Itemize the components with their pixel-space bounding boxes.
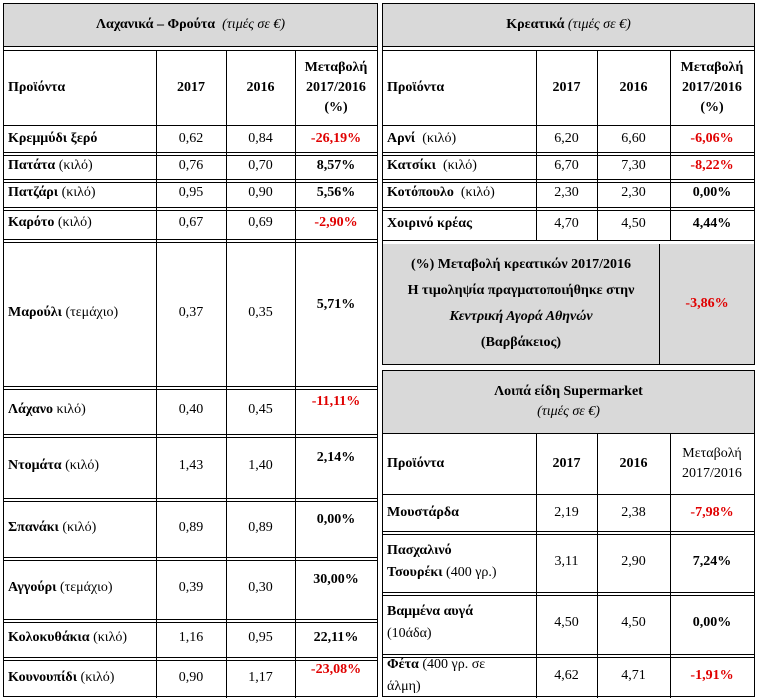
price-2016: 2,30 bbox=[621, 185, 646, 200]
price-2016: 2,90 bbox=[621, 553, 646, 569]
veg-row-product bbox=[4, 619, 156, 657]
header-2017-label: 2017 bbox=[177, 80, 205, 95]
price-2016: 1,17 bbox=[248, 669, 273, 685]
col-divider bbox=[597, 51, 598, 240]
col-divider bbox=[156, 51, 157, 698]
meat-row-2017 bbox=[536, 125, 597, 152]
meat-table bbox=[382, 3, 755, 365]
veg-row-product bbox=[4, 179, 156, 207]
meat-title-text: Κρεατικά bbox=[506, 17, 565, 32]
product-unit: (κιλό) bbox=[460, 185, 495, 200]
col-divider bbox=[536, 433, 537, 698]
price-change: -8,22% bbox=[690, 157, 734, 173]
price-2016: 0,95 bbox=[248, 630, 273, 645]
market-row-product bbox=[383, 531, 536, 592]
price-2017: 0,95 bbox=[178, 185, 204, 200]
price-2016: 0,84 bbox=[248, 130, 273, 146]
veg-row-2016 bbox=[226, 386, 295, 434]
price-2016: 0,69 bbox=[248, 215, 273, 230]
product-name: Κουνουπίδι bbox=[8, 669, 78, 685]
veg-row-2017 bbox=[156, 179, 226, 207]
price-change: 4,44% bbox=[692, 215, 732, 231]
price-2016: 0,30 bbox=[248, 580, 273, 595]
veg-table bbox=[3, 3, 378, 697]
product-name: Φέτα bbox=[387, 657, 419, 672]
header-change-label: Μεταβολή 2017/2016 (%) bbox=[304, 60, 368, 115]
veg-subtitle: (τιμές σε €) bbox=[222, 17, 285, 32]
veg-row-product bbox=[4, 386, 156, 434]
meat-header-2017 bbox=[536, 51, 597, 125]
product-unit: (τεμάχιο) bbox=[59, 580, 113, 595]
price-2016: 4,71 bbox=[621, 668, 646, 683]
price-2017: 6,70 bbox=[554, 157, 579, 173]
market-row-change bbox=[670, 654, 754, 698]
price-change: -1,91% bbox=[690, 668, 734, 683]
veg-row-change bbox=[295, 207, 377, 239]
product-name: Αγγούρι bbox=[8, 580, 57, 595]
veg-row-product bbox=[4, 434, 156, 498]
veg-row-2017 bbox=[156, 557, 226, 619]
veg-row-product bbox=[4, 239, 156, 386]
market-title bbox=[383, 371, 754, 433]
meat-row-2017 bbox=[536, 179, 597, 207]
header-change-label: Μεταβολή 2017/2016 (%) bbox=[680, 60, 744, 115]
veg-row-change bbox=[295, 498, 377, 557]
product-name: Σπανάκι bbox=[8, 519, 59, 535]
product-line bbox=[387, 502, 459, 524]
price-2016: 4,50 bbox=[621, 615, 646, 630]
price-2017: 0,76 bbox=[178, 157, 204, 173]
col-divider bbox=[670, 433, 671, 698]
summary-line2: Η τιμοληψία πραγματοποιήθηκε στην bbox=[407, 283, 635, 298]
veg-row-2017 bbox=[156, 498, 226, 557]
market-row-2017 bbox=[536, 531, 597, 592]
product-line bbox=[387, 601, 473, 623]
product-line bbox=[387, 562, 497, 584]
product-name: Βαμμένα αυγά bbox=[387, 604, 474, 619]
veg-header-2017 bbox=[156, 51, 226, 125]
veg-row-2016 bbox=[226, 434, 295, 498]
product-unit: (κιλό) bbox=[93, 630, 128, 645]
price-2016: 1,40 bbox=[248, 458, 273, 473]
price-2016: 7,30 bbox=[621, 157, 646, 173]
summary-value: -3,86% bbox=[685, 296, 729, 311]
veg-row-2016 bbox=[226, 125, 295, 152]
veg-row-change bbox=[295, 386, 377, 434]
price-2016: 6,60 bbox=[621, 130, 646, 146]
veg-row-change bbox=[295, 557, 377, 619]
product-name: Χοιρινό κρέας bbox=[387, 215, 473, 231]
product-name: Αρνί bbox=[387, 130, 416, 146]
market-header-product bbox=[383, 433, 536, 494]
market-row-2016 bbox=[597, 654, 670, 698]
price-change: -23,08% bbox=[310, 662, 362, 677]
price-change: 22,11% bbox=[313, 630, 359, 645]
product-line bbox=[387, 676, 421, 698]
price-2016: 0,35 bbox=[248, 304, 273, 320]
veg-row-2016 bbox=[226, 239, 295, 386]
meat-row-2016 bbox=[597, 152, 670, 179]
veg-row-2016 bbox=[226, 557, 295, 619]
veg-row-2017 bbox=[156, 239, 226, 386]
product-unit: (τεμάχιο) bbox=[65, 304, 119, 320]
market-header-change bbox=[670, 433, 754, 494]
product-line bbox=[387, 623, 432, 645]
product-name: Κοτόπουλο bbox=[387, 185, 454, 200]
meat-row-2016 bbox=[597, 125, 670, 152]
meat-header-2016 bbox=[597, 51, 670, 125]
col-divider bbox=[670, 51, 671, 240]
product-name-cont: Τσουρέκι bbox=[387, 564, 443, 580]
meat-row-2017 bbox=[536, 152, 597, 179]
veg-header-change bbox=[295, 51, 377, 125]
veg-row-2017 bbox=[156, 207, 226, 239]
veg-header-product bbox=[4, 51, 156, 125]
product-name: Κρεμμύδι ξερό bbox=[8, 130, 98, 146]
price-2017: 4,70 bbox=[554, 215, 579, 231]
meat-row-change bbox=[670, 152, 754, 179]
product-name: Μαρούλι bbox=[8, 304, 63, 320]
row-divider bbox=[383, 46, 754, 47]
product-name: Μουστάρδα bbox=[387, 504, 459, 520]
price-change: -7,98% bbox=[690, 504, 734, 520]
product-unit-cont: άλμη) bbox=[387, 679, 421, 694]
price-2017: 2,19 bbox=[554, 504, 579, 520]
col-divider bbox=[295, 51, 296, 698]
product-unit: κιλό) bbox=[56, 402, 86, 417]
market-table bbox=[382, 370, 755, 697]
veg-row-2017 bbox=[156, 619, 226, 657]
price-2017: 4,62 bbox=[554, 668, 579, 683]
veg-row-change bbox=[295, 657, 377, 698]
meat-row-2016 bbox=[597, 207, 670, 240]
product-unit: (10άδα) bbox=[387, 626, 432, 641]
veg-row-change bbox=[295, 619, 377, 657]
price-2016: 4,50 bbox=[621, 215, 646, 231]
price-change: 30,00% bbox=[313, 572, 359, 587]
product-name: Καρότο bbox=[8, 215, 55, 230]
veg-title-text: Λαχανικά – Φρούτα bbox=[95, 17, 216, 32]
meat-header-change bbox=[670, 51, 754, 125]
meat-row-product bbox=[383, 152, 536, 179]
summary-line4: (Βαρβάκειος) bbox=[480, 335, 562, 350]
market-row-2016 bbox=[597, 592, 670, 654]
veg-row-2017 bbox=[156, 386, 226, 434]
meat-summary-value bbox=[660, 244, 754, 364]
veg-row-product bbox=[4, 498, 156, 557]
product-name: Λάχανο bbox=[8, 402, 53, 417]
market-row-product bbox=[383, 654, 536, 698]
veg-title bbox=[4, 4, 377, 46]
meat-row-2016 bbox=[597, 179, 670, 207]
meat-row-change bbox=[670, 179, 754, 207]
market-row-change bbox=[670, 592, 754, 654]
price-change: 8,57% bbox=[316, 157, 356, 173]
veg-row-2017 bbox=[156, 657, 226, 698]
col-divider bbox=[536, 51, 537, 240]
product-name: Πατάτα bbox=[8, 157, 56, 173]
price-2017: 0,89 bbox=[178, 519, 204, 535]
market-subtitle: (τιμές σε €) bbox=[537, 404, 600, 419]
price-change: 0,00% bbox=[692, 615, 732, 630]
veg-row-product bbox=[4, 152, 156, 179]
price-change: 0,00% bbox=[316, 512, 356, 527]
price-change: -2,90% bbox=[314, 215, 358, 230]
price-2017: 0,40 bbox=[178, 402, 204, 417]
price-2017: 0,67 bbox=[178, 215, 204, 230]
product-name: Κολοκυθάκια bbox=[8, 630, 90, 645]
market-row-change bbox=[670, 531, 754, 592]
veg-header-2016 bbox=[226, 51, 295, 125]
product-unit: (κιλό) bbox=[58, 157, 93, 173]
header-change-label: Μεταβολή 2017/2016 bbox=[682, 445, 742, 481]
veg-row-2017 bbox=[156, 434, 226, 498]
market-header-2016 bbox=[597, 433, 670, 494]
price-2017: 1,43 bbox=[178, 458, 204, 473]
product-unit: (κιλό) bbox=[80, 669, 115, 685]
price-change: 2,14% bbox=[316, 450, 356, 465]
veg-row-2016 bbox=[226, 657, 295, 698]
header-product-label: Προϊόντα bbox=[387, 80, 445, 95]
price-2017: 0,62 bbox=[178, 130, 204, 146]
row-divider bbox=[4, 46, 377, 47]
header-2017-label: 2017 bbox=[552, 455, 581, 471]
veg-row-product bbox=[4, 657, 156, 698]
market-row-2017 bbox=[536, 654, 597, 698]
product-unit: (κιλό) bbox=[57, 215, 92, 230]
veg-row-2016 bbox=[226, 619, 295, 657]
market-row-2016 bbox=[597, 531, 670, 592]
product-name: Πατζάρι bbox=[8, 185, 59, 200]
price-2016: 0,45 bbox=[248, 402, 273, 417]
veg-row-change bbox=[295, 239, 377, 386]
veg-row-product bbox=[4, 125, 156, 152]
price-2017: 6,20 bbox=[554, 130, 579, 146]
veg-row-2016 bbox=[226, 152, 295, 179]
price-2017: 0,37 bbox=[178, 304, 204, 320]
col-divider bbox=[226, 51, 227, 698]
meat-row-2017 bbox=[536, 207, 597, 240]
product-unit: (400 γρ. σε bbox=[422, 657, 486, 672]
product-unit: (κιλό) bbox=[65, 458, 100, 473]
veg-row-change bbox=[295, 125, 377, 152]
header-product-label: Προϊόντα bbox=[387, 455, 445, 471]
price-2017: 2,30 bbox=[554, 185, 579, 200]
product-name: Πασχαλινό bbox=[387, 542, 452, 558]
veg-row-2016 bbox=[226, 179, 295, 207]
meat-row-change bbox=[670, 207, 754, 240]
veg-row-product bbox=[4, 207, 156, 239]
summary-line1: (%) Μεταβολή κρεατικών 2017/2016 bbox=[410, 257, 632, 272]
price-2017: 4,50 bbox=[554, 615, 579, 630]
price-change: 7,24% bbox=[692, 553, 732, 569]
price-2016: 2,38 bbox=[621, 504, 646, 520]
veg-row-2017 bbox=[156, 125, 226, 152]
market-row-2017 bbox=[536, 494, 597, 531]
market-header-2017 bbox=[536, 433, 597, 494]
header-2016-label: 2016 bbox=[246, 80, 275, 95]
price-2016: 0,90 bbox=[248, 185, 273, 200]
veg-row-change bbox=[295, 152, 377, 179]
meat-row-product bbox=[383, 207, 536, 240]
price-2017: 1,16 bbox=[178, 630, 204, 645]
meat-row-change bbox=[670, 125, 754, 152]
price-change: -6,06% bbox=[690, 130, 734, 146]
veg-row-2016 bbox=[226, 498, 295, 557]
market-row-2016 bbox=[597, 494, 670, 531]
product-unit: (κιλό) bbox=[422, 130, 457, 146]
veg-row-2017 bbox=[156, 152, 226, 179]
product-unit: (κιλό) bbox=[61, 185, 96, 200]
meat-header-product bbox=[383, 51, 536, 125]
veg-row-2016 bbox=[226, 207, 295, 239]
price-change: 0,00% bbox=[692, 185, 732, 200]
market-row-change bbox=[670, 494, 754, 531]
header-2016-label: 2016 bbox=[619, 455, 648, 471]
product-unit: (400 γρ.) bbox=[446, 564, 497, 580]
market-row-2017 bbox=[536, 592, 597, 654]
header-2017-label: 2017 bbox=[552, 80, 581, 95]
price-2017: 0,90 bbox=[178, 669, 204, 685]
summary-line3: Κεντρική Αγορά Αθηνών bbox=[449, 309, 593, 324]
market-row-product bbox=[383, 592, 536, 654]
product-name: Κατσίκι bbox=[387, 157, 436, 173]
price-2017: 3,11 bbox=[554, 553, 579, 569]
price-2017: 0,39 bbox=[178, 580, 204, 595]
price-change: 5,56% bbox=[316, 185, 356, 200]
market-row-product bbox=[383, 494, 536, 531]
price-change: -11,11% bbox=[311, 394, 361, 409]
price-2016: 0,89 bbox=[248, 519, 273, 535]
product-line bbox=[387, 654, 485, 676]
price-change: 5,71% bbox=[316, 297, 356, 312]
header-product-label: Προϊόντα bbox=[8, 80, 66, 95]
row-divider bbox=[383, 240, 754, 241]
meat-title bbox=[383, 4, 754, 46]
market-title-text: Λοιπά είδη Supermarket bbox=[494, 384, 643, 399]
product-unit: (κιλό) bbox=[442, 157, 477, 173]
price-2016: 0,70 bbox=[248, 157, 273, 173]
meat-summary-label bbox=[383, 244, 659, 364]
meat-row-product bbox=[383, 125, 536, 152]
product-unit: (κιλό) bbox=[62, 519, 97, 535]
price-change: -26,19% bbox=[310, 130, 362, 146]
meat-row-product bbox=[383, 179, 536, 207]
veg-row-change bbox=[295, 179, 377, 207]
veg-row-product bbox=[4, 557, 156, 619]
meat-subtitle: (τιμές σε €) bbox=[567, 17, 631, 32]
veg-row-change bbox=[295, 434, 377, 498]
col-divider bbox=[597, 433, 598, 698]
product-name: Ντομάτα bbox=[8, 458, 62, 473]
product-line bbox=[387, 540, 452, 562]
header-2016-label: 2016 bbox=[619, 80, 648, 95]
